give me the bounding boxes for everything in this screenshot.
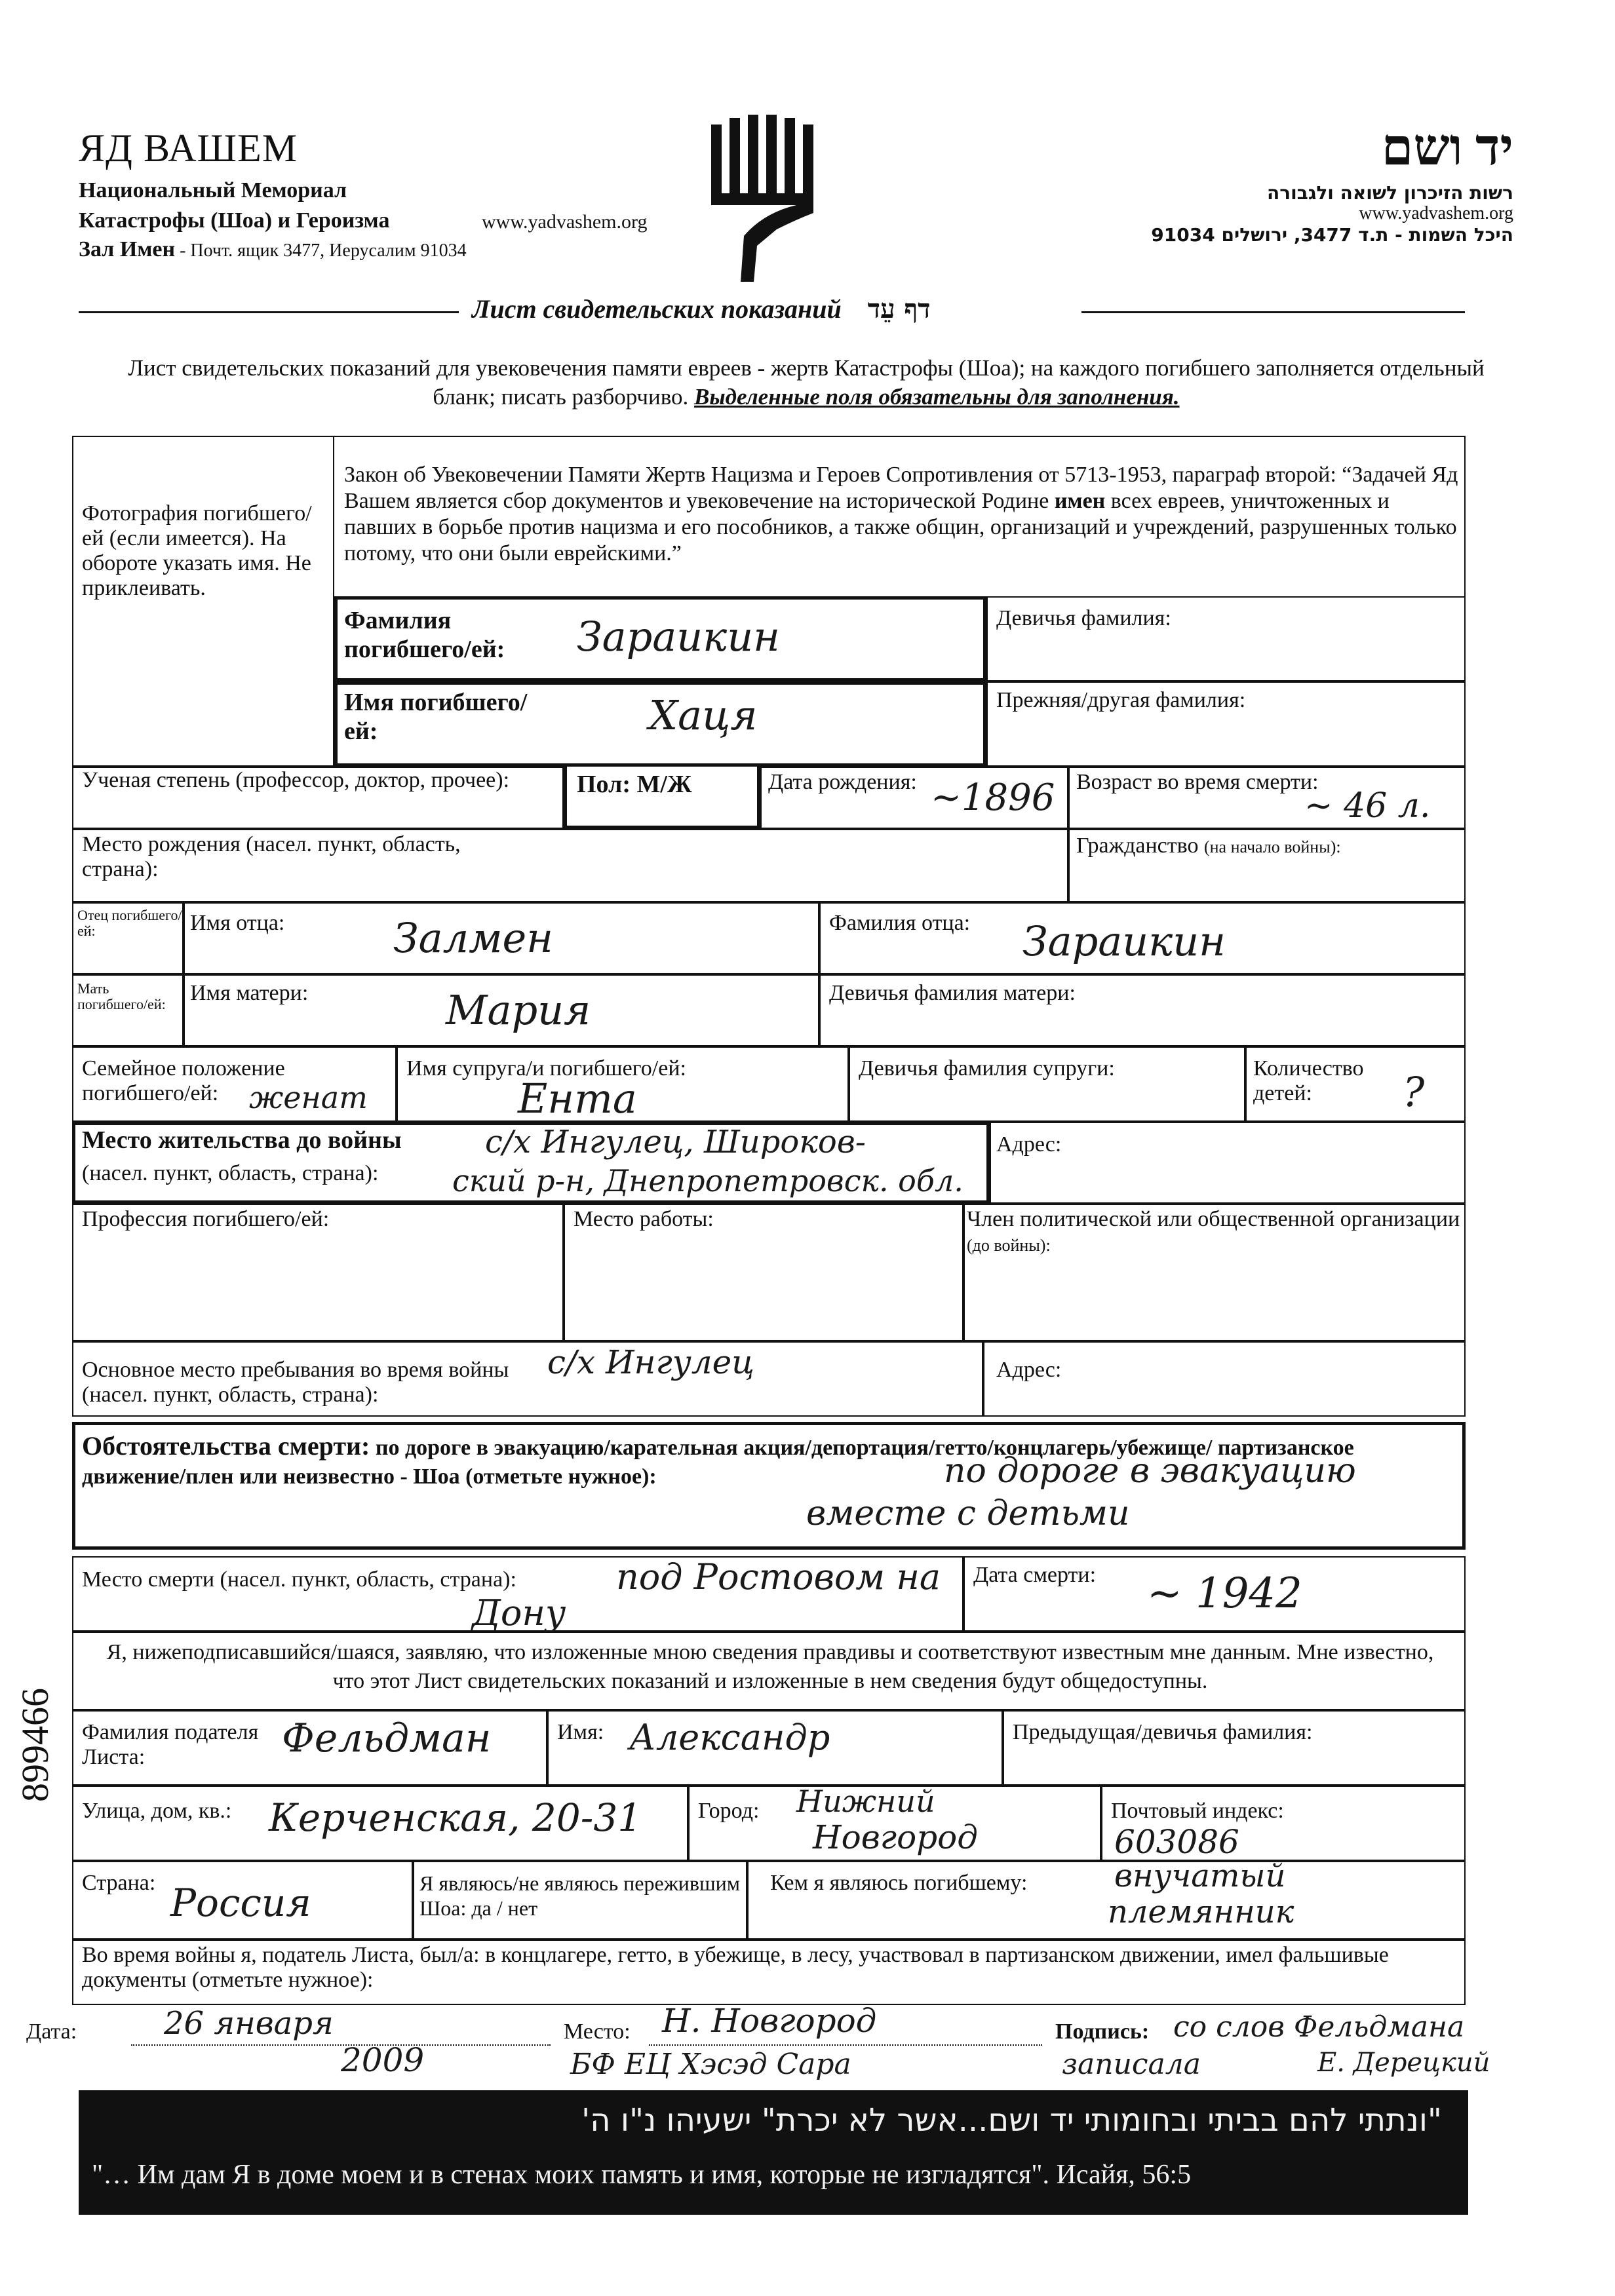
residence-value-2: ский р-н, Днепропетровск. обл.	[452, 1163, 963, 1198]
father-surname-label: Фамилия отца:	[829, 911, 971, 935]
mother-name-label: Имя матери:	[190, 981, 309, 1005]
photo-note: Фотография погибшего/ей (если имеется). На обороте указать имя. Не приклеивать.	[82, 501, 312, 600]
form-title-ru: Лист свидетельских показаний	[472, 294, 842, 324]
member-label-text: Член политической или общественной организации	[967, 1207, 1460, 1231]
first-name-value: Хаця	[649, 691, 758, 739]
footer-quote-hebrew: "ונתתי להם בביתי ובחומותי יד ושם...אשר לא יכרת" ישעיהו נ"ו ה'	[581, 2102, 1442, 2139]
relation-value-1: внучатый	[1114, 1858, 1286, 1894]
citizenship-label-small: (на начало войны):	[1203, 837, 1341, 856]
date-value-1: 26 января	[164, 2005, 334, 2042]
country-label: Страна:	[82, 1871, 156, 1895]
children-value: ?	[1403, 1068, 1425, 1116]
profession-label: Профессия погибшего/ей:	[82, 1207, 330, 1231]
intro-emphasis: Выделенные поля обязательны для заполнения.	[694, 384, 1180, 410]
residence-value-1: с/х Ингулец, Широков-	[485, 1124, 866, 1160]
surname-label: Фамилия погибшего/ей:	[344, 607, 505, 663]
birth-date-value: ~1896	[931, 776, 1055, 819]
maiden-label: Девичья фамилия:	[996, 606, 1171, 630]
residence-label: Место жительства до войны	[82, 1126, 402, 1154]
street-value: Керченская, 20-31	[269, 1795, 642, 1840]
first-name-label: Имя погибшего/ей:	[344, 689, 528, 745]
zip-value: 603086	[1114, 1823, 1239, 1861]
relation-label: Кем я являюсь погибшему:	[770, 1871, 1028, 1895]
place-note-value: БФ ЕЦ Хэсэд Сара	[570, 2048, 851, 2081]
city-label: Город:	[698, 1799, 760, 1823]
city-value-2: Новгород	[813, 1818, 978, 1856]
marital-value: женат	[249, 1080, 368, 1115]
submitter-name-label: Имя:	[557, 1720, 604, 1744]
member-label	[967, 1207, 1465, 1258]
signature-value-3: Е. Дерецкий	[1317, 2048, 1490, 2078]
signature-value-2: записала	[1062, 2048, 1201, 2081]
side-record-number: 899466	[14, 1688, 56, 1802]
title-rule-left	[79, 311, 459, 313]
org-line-3-hebrew: היכל השמות - ת.ד 3477, ירושלים 91034	[1151, 224, 1513, 246]
age-value: ~ 46 л.	[1304, 786, 1431, 826]
org-name-hebrew: יד ושם	[1381, 119, 1513, 176]
declaration-text: Я, нижеподписавшийся/шаяся, заявляю, что изложенные мною сведения правдивы и соответствуют известным мне данным. Мне известно, что этот Лист свидетельских показаний и изложенные в нем сведения будут общедоступны.	[106, 1640, 1434, 1693]
relation-value-2: племянник	[1108, 1894, 1294, 1930]
submitter-name-value: Александр	[629, 1717, 830, 1758]
marital-label: Семейное положение погибшего/ей:	[82, 1056, 285, 1105]
submitter-surname-label: Фамилия подателя Листа:	[82, 1720, 259, 1769]
footer-banner	[79, 2090, 1468, 2215]
org-line-3	[79, 237, 467, 262]
place-line	[649, 2043, 1042, 2046]
law-text-bold: имен	[1054, 489, 1106, 513]
country-value: Россия	[170, 1881, 311, 1925]
death-date-label: Дата смерти:	[973, 1563, 1097, 1587]
mother-maiden-label: Девичья фамилия матери:	[829, 981, 1076, 1005]
place-label: Место:	[564, 2019, 631, 2044]
street-label: Улица, дом, кв.:	[82, 1799, 232, 1823]
father-name-value: Залмен	[393, 914, 554, 962]
survivor-label: Я являюсь/не являюсь пережившим Шоа: да / нет	[419, 1871, 741, 1920]
war-place-value: с/х Ингулец	[547, 1343, 755, 1381]
mother-name-value: Мария	[446, 986, 591, 1034]
address-label: Адрес:	[996, 1132, 1062, 1157]
citizenship-label	[1076, 833, 1341, 860]
address2-label: Адрес:	[996, 1358, 1062, 1382]
intro-text	[98, 354, 1514, 411]
signature-value-1: со слов Фельдмана	[1173, 2010, 1465, 2044]
father-side-label: Отец погибшего/ей:	[77, 907, 182, 939]
spouse-name-label: Имя супруга/и погибшего/ей:	[406, 1056, 686, 1081]
title-rule-right	[1081, 311, 1465, 313]
mother-side-label: Мать погибшего/ей:	[77, 980, 166, 1012]
death-place-value-2: Дону	[472, 1592, 566, 1634]
residence-sub-label: (насел. пункт, область, страна):	[82, 1161, 379, 1185]
member-label-small: (до войны):	[967, 1236, 1051, 1255]
death-circumstances-title: Обстоятельства смерти:	[82, 1431, 370, 1461]
death-circumstances-value-2: вместе с детьми	[806, 1494, 1130, 1533]
place-value: Н. Новгород	[662, 2002, 877, 2040]
birth-place-label: Место рождения (насел. пункт, область, страна):	[82, 832, 461, 881]
date-label: Дата:	[26, 2019, 77, 2044]
org-line-3-bold: Зал Имен	[79, 237, 176, 261]
date-value-2: 2009	[341, 2041, 425, 2079]
org-line-2: Катастрофы (Шоа) и Героизма	[79, 208, 390, 233]
footer-quote-russian: "… Им дам Я в доме моем и в стенах моих память и имя, которые не изгладятся". Исайя, 56:5	[92, 2160, 1192, 2190]
degree-label: Ученая степень (профессор, доктор, прочее):	[82, 768, 510, 792]
death-place-value-1: под Ростовом на	[616, 1556, 941, 1598]
law-text-2: всех евреев, уничтоженных и павших в борьбе против нацизма и его пособников, а также общин, организаций и учреждений, разрушенных только потому, что они были еврейскими.”	[344, 489, 1457, 565]
law-text	[344, 462, 1458, 567]
other-surname-label: Прежняя/другая фамилия:	[996, 688, 1246, 712]
sex-label: Пол: М/Ж	[577, 771, 692, 798]
org-url: www.yadvashem.org	[482, 211, 648, 233]
org-line-1-hebrew: רשות הזיכרון לשואה ולגבורה	[1267, 182, 1513, 204]
org-line-1: Национальный Мемориал	[79, 178, 347, 202]
war-activity-label: Во время войны я, податель Листа, был/а: в концлагере, гетто, в убежище, в лесу, участвовал в партизанском движении, имел фальшивые документы (отметьте нужное):	[82, 1943, 1389, 1992]
org-line-3-rest: - Почт. ящик 3477, Иерусалим 91034	[175, 240, 467, 261]
zip-label: Почтовый индекс:	[1111, 1799, 1284, 1823]
city-value-1: Нижний	[796, 1784, 935, 1819]
death-place-label: Место смерти (насел. пункт, область, страна):	[82, 1567, 516, 1592]
yad-vashem-logo-icon	[705, 115, 826, 285]
photo-box[interactable]	[72, 436, 334, 767]
death-circumstances-value-1: по дороге в эвакуацию	[944, 1451, 1356, 1491]
form-title	[472, 294, 931, 324]
children-label: Количество детей:	[1253, 1056, 1364, 1105]
death-date-value: ~ 1942	[1147, 1569, 1302, 1618]
submitter-surname-value: Фельдман	[282, 1715, 492, 1761]
spouse-maiden-label: Девичья фамилия супруги:	[859, 1056, 1115, 1081]
law-text-1: Закон об Увековечении Памяти Жертв Нацизма и Героев Сопротивления от 5713-1953, параграф второй: “Задачей Яд Вашем является сбор документов и увековечение на исторической Родине	[344, 463, 1458, 513]
birth-date-label: Дата рождения:	[768, 770, 917, 794]
submitter-prev-label: Предыдущая/девичья фамилия:	[1013, 1720, 1313, 1744]
intro-body: Лист свидетельских показаний для увековечения памяти евреев - жертв Катастрофы (Шоа); на каждого погибшего заполняется отдельный бланк; писать разборчиво.	[128, 355, 1485, 410]
workplace-label: Место работы:	[574, 1207, 714, 1231]
form-title-hebrew: דף עֵד	[867, 294, 931, 324]
father-surname-value: Зараикин	[1022, 917, 1226, 965]
spouse-name-value: Ента	[518, 1075, 637, 1122]
signature-label: Подпись:	[1055, 2019, 1150, 2044]
org-url-hebrew: www.yadvashem.org	[1359, 203, 1513, 223]
war-place-label: Основное место пребывания во время войны (насел. пункт, область, страна):	[82, 1358, 509, 1407]
death-circumstances-options: по дороге в эвакуацию/карательная акция/депортация/гетто/концлагерь/убежище/ партизанское движение/плен или неизвестно - Шоа (отметьте нужное):	[82, 1436, 1354, 1489]
citizenship-label-text: Гражданство	[1076, 833, 1199, 858]
age-label: Возраст во время смерти:	[1076, 770, 1319, 794]
surname-value: Зараикин	[577, 613, 780, 660]
org-name: ЯД ВАШЕМ	[79, 126, 298, 170]
father-name-label: Имя отца:	[190, 911, 285, 935]
